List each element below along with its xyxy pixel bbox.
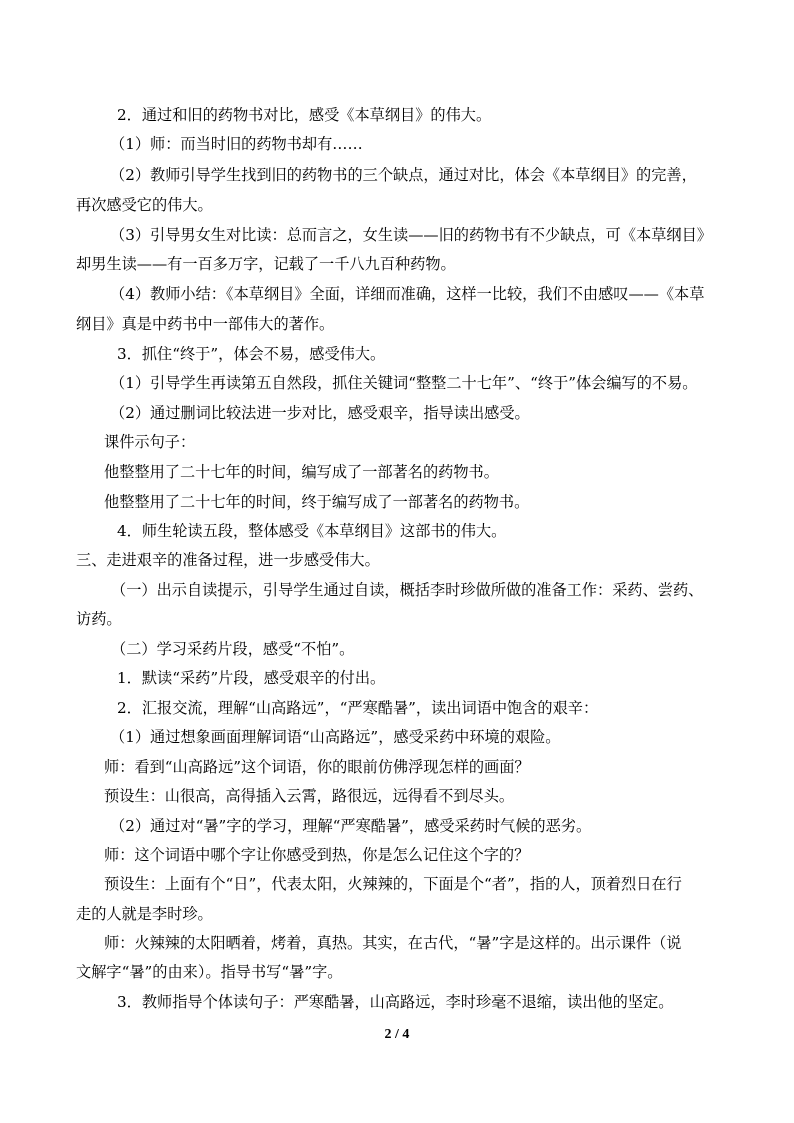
line-7: （4）教师小结：《本草纲目》全面，详细而准确，这样一比较，我们不由感叹——《本草 — [110, 285, 705, 303]
line-20: 1．默读“采药”片段，感受艰辛的付出。 — [117, 669, 386, 687]
page-number: 2 / 4 — [384, 1027, 410, 1042]
line-22: （1）通过想象画面理解词语“山高路远”，感受采药中环境的艰险。 — [110, 728, 561, 746]
line-19: （二）学习采药片段，感受“不怕”。 — [111, 640, 355, 658]
line-30: 文解字“暑”的由来）。指导书写“暑”字。 — [76, 963, 343, 981]
line-26: 师：这个词语中哪个字让你感受到热，你是怎么记住这个字的？ — [104, 846, 530, 864]
line-2: （1）师：而当时旧的药物书却有…… — [110, 135, 363, 153]
line-10: （1）引导学生再读第五自然段，抓住关键词“整整二十七年”、“终于”体会编写的不易。 — [110, 374, 698, 392]
line-14: 他整整用了二十七年的时间，终于编写成了一部著名的药物书。 — [104, 493, 530, 511]
line-28: 走的人就是李时珍。 — [76, 905, 213, 923]
line-17: （一）出示自读提示，引导学生通过自读，概括李时珍做所做的准备工作：采药、尝药、 — [111, 581, 704, 599]
line-15: 4．师生轮读五段，整体感受《本草纲目》这部书的伟大。 — [117, 522, 507, 540]
line-23: 师：看到“山高路远”这个词语，你的眼前仿佛浮现怎样的画面？ — [104, 758, 530, 776]
line-9: 3．抓住“终于”，体会不易，感受伟大。 — [117, 345, 386, 363]
line-18: 访药。 — [76, 610, 122, 628]
line-16: 三、走进艰辛的准备过程，进一步感受伟大。 — [76, 551, 380, 569]
line-5: （3）引导男女生对比读：总而言之，女生读——旧的药物书有不少缺点，可《本草纲目》 — [110, 226, 712, 244]
line-24: 预设生：山很高，高得插入云霄，路很远，远得看不到尽头。 — [104, 787, 515, 805]
line-8: 纲目》真是中药书中一部伟大的著作。 — [76, 315, 335, 333]
line-11: （2）通过删词比较法进一步对比，感受艰辛，指导读出感受。 — [110, 404, 530, 422]
line-31: 3．教师指导个体读句子：严寒酷暑，山高路远，李时珍毫不退缩，读出他的坚定。 — [117, 993, 674, 1011]
line-3: （2）教师引导学生找到旧的药物书的三个缺点，通过对比，体会《本草纲目》的完善， — [110, 166, 697, 184]
line-21: 2．汇报交流，理解“山高路远”，“严寒酷暑”，读出词语中饱含的艰辛： — [117, 699, 599, 717]
line-12: 课件示句子： — [104, 433, 196, 451]
line-29: 师：火辣辣的太阳晒着，烤着，真热。其实，在古代，“暑”字是这样的。出示课件（说 — [104, 934, 682, 952]
line-13: 他整整用了二十七年的时间，编写成了一部著名的药物书。 — [104, 463, 499, 481]
line-27: 预设生：上面有个“日”，代表太阳，火辣辣的，下面是个“者”，指的人，顶着烈日在行 — [104, 875, 682, 893]
line-6: 却男生读——有一百多万字，记载了一千八九百种药物。 — [76, 255, 456, 273]
line-25: （2）通过对“暑”字的学习，理解“严寒酷暑”，感受采药时气候的恶劣。 — [110, 817, 592, 835]
line-4: 再次感受它的伟大。 — [76, 196, 213, 214]
line-1: 2．通过和旧的药物书对比，感受《本草纲目》的伟大。 — [117, 106, 492, 124]
